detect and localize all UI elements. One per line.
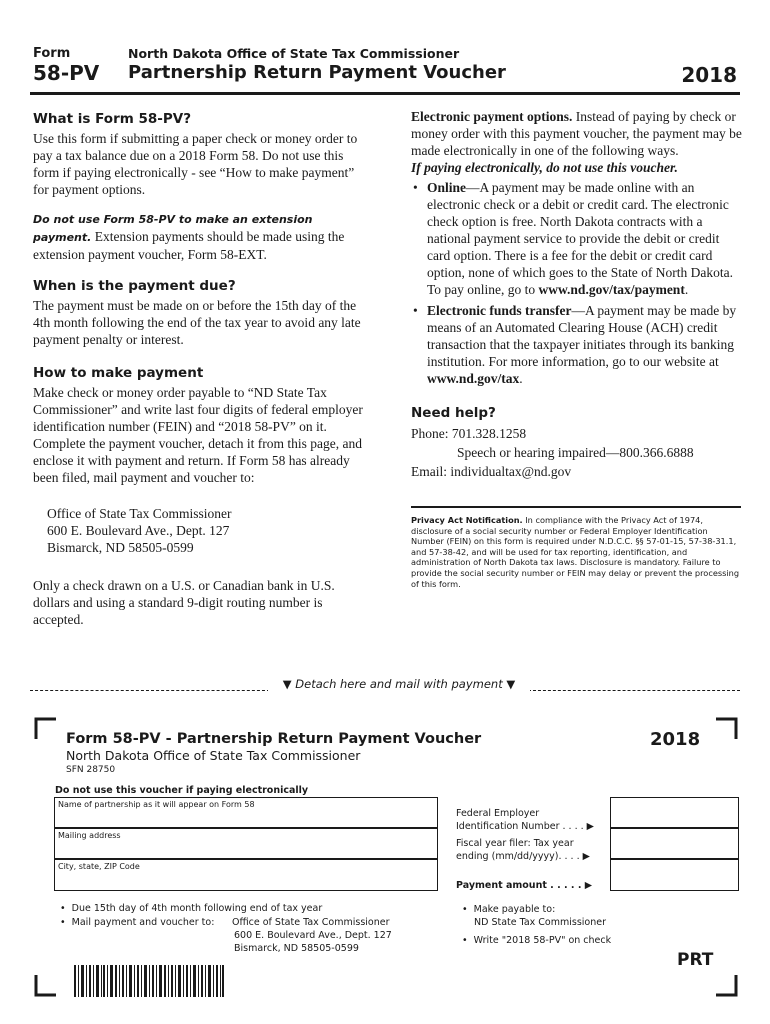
how-heading: How to make payment — [33, 365, 204, 381]
prt-mark: PRT — [677, 950, 714, 970]
write-note: • Write "2018 58-PV" on check — [462, 935, 612, 946]
online-label: Online — [427, 180, 467, 195]
payment-amount-label: Payment amount . . . . . ▶ — [456, 880, 593, 891]
header-divider — [30, 92, 740, 95]
help-heading: Need help? — [411, 405, 496, 421]
voucher-electronic-note: Do not use this voucher if paying electronically — [55, 785, 309, 796]
agency-name: North Dakota Office of State Tax Commissioner — [128, 46, 460, 61]
detach-dashed-line-left — [30, 690, 270, 691]
mailing-address-label: Mailing address — [58, 831, 121, 840]
when-heading: When is the payment due? — [33, 278, 236, 294]
tax-year: 2018 — [681, 63, 737, 87]
eft-bullet — [411, 302, 743, 387]
partnership-name-field[interactable] — [54, 797, 438, 828]
extension-warning — [33, 210, 363, 263]
fiscal-year-end-field[interactable] — [610, 828, 739, 859]
voucher-address-line: 600 E. Boulevard Ave., Dept. 127 — [234, 930, 392, 941]
address-line: Office of State Tax Commissioner — [47, 506, 232, 521]
eft-end: . — [519, 371, 523, 386]
fein-label-line: Identification Number . . . . ▶ — [456, 821, 594, 832]
address-line: 600 E. Boulevard Ave., Dept. 127 — [47, 523, 230, 538]
electronic-options-bold: Electronic payment options. — [411, 109, 573, 124]
voucher-mail-address — [232, 916, 392, 955]
due-note-text: Due 15th day of 4th month following end of tax year — [71, 903, 323, 914]
email-address[interactable]: individualtax@nd.gov — [450, 464, 572, 479]
corner-mark-bottom-right-icon — [716, 975, 738, 997]
online-bullet — [411, 179, 743, 298]
what-heading: What is Form 58-PV? — [33, 111, 192, 127]
fein-field[interactable] — [610, 797, 739, 828]
page-title: Partnership Return Payment Voucher — [128, 62, 506, 83]
corner-mark-top-right-icon — [716, 717, 738, 739]
city-state-zip-label: City, state, ZIP Code — [58, 862, 140, 871]
mail-note-text: Mail payment and voucher to: — [71, 917, 215, 928]
fiscal-year-label — [456, 837, 590, 863]
privacy-notice — [411, 515, 741, 589]
detach-dashed-line-right — [528, 690, 740, 691]
fein-label-line: Federal Employer — [456, 808, 540, 819]
corner-mark-bottom-left-icon — [34, 975, 56, 997]
email-label: Email: — [411, 464, 447, 479]
mail-note: • Mail payment and voucher to: — [60, 917, 215, 928]
phone-number[interactable]: 701.328.1258 — [451, 426, 527, 441]
eft-url[interactable]: www.nd.gov/tax — [427, 371, 520, 386]
eft-label: Electronic funds transfer — [427, 303, 572, 318]
speech-hearing-line: Speech or hearing impaired—800.366.6888 — [457, 445, 694, 460]
fein-label — [456, 807, 594, 833]
online-end: . — [684, 282, 689, 297]
write-note-text: Write "2018 58-PV" on check — [473, 935, 612, 946]
check-note: Only a check drawn on a U.S. or Canadian bank in U.S. dollars and using a standard 9-digit routing number is accepted. — [33, 578, 335, 627]
form-label: Form — [33, 46, 71, 61]
voucher-year: 2018 — [650, 729, 701, 750]
how-text: Make check or money order payable to “ND State Tax Commissioner” and write last four digits of federal employer identification number (FEIN) and “2018 58-PV” on it. Complete the payment voucher, detach it from this page, and enclose it with payment and return. If Form 58 has already been filed, mail payment and voucher to: — [33, 385, 363, 485]
when-text: The payment must be made on or before the 15th day of the 4th month following the end of the tax year to avoid any late payment penalty or interest. — [33, 298, 361, 347]
electronic-options-text: Instead of paying by check or money order with this payment voucher, the payment may be made electronically in one of the following ways. — [411, 109, 742, 158]
fiscal-year-label-line: ending (mm/dd/yyyy). . . . ▶ — [456, 851, 590, 862]
city-state-zip-field[interactable] — [54, 859, 438, 891]
barcode-icon — [74, 965, 224, 997]
voucher-address-line: Bismarck, ND 58505-0599 — [234, 943, 359, 954]
online-text: —A payment may be made online with an electronic check or a debit or credit card. The electronic check option is free. North Dakota contracts with a national payment service to provide the debit or credit card option. There is a fee for the debit or credit card option, none of which goes to the State of North Dakota. To pay online, go to — [427, 180, 733, 297]
privacy-divider — [411, 506, 741, 508]
partnership-name-label: Name of partnership as it will appear on Form 58 — [58, 800, 255, 809]
payable-label: Make payable to: — [473, 904, 556, 915]
triangle-down-icon: ▼ — [282, 677, 292, 691]
payment-amount-field[interactable] — [610, 859, 739, 891]
phone-row — [411, 424, 743, 443]
online-url[interactable]: www.nd.gov/tax/payment — [538, 282, 685, 297]
voucher-agency: North Dakota Office of State Tax Commissioner — [66, 748, 361, 763]
detach-label: Detach here and mail with payment — [295, 677, 503, 691]
privacy-notice-text: In compliance with the Privacy Act of 1974, disclosure of a social security number or Federal Employer Identification Number (FEIN) on this form is required under N.D.C.C. §§ 57-01-15, 57-38-31.1, and 57-38-42, and will be used for tax reporting, identification, and administration of North Dakota tax laws. Disclosure is mandatory. Failure to provide the social security number or FEIN may delay or prevent the processing of this form. — [411, 515, 740, 589]
payable-note: • Make payable to: ND State Tax Commissioner — [462, 904, 607, 928]
what-text: Use this form if submitting a paper check or money order to pay a tax balance due on a 2018 Form 58. Do not use this form if paying electronically - see “How to make payment” for payment options. — [33, 131, 358, 197]
form-number: 58-PV — [33, 61, 100, 85]
privacy-notice-bold: Privacy Act Notification. — [411, 515, 523, 525]
extension-warning-bold: Do not use Form 58-PV to make an extension payment. — [33, 213, 313, 244]
address-line: Bismarck, ND 58505-0599 — [47, 540, 194, 555]
voucher-address-line: Office of State Tax Commissioner — [232, 917, 390, 928]
fiscal-year-label-line: Fiscal year filer: Tax year — [456, 838, 574, 849]
contact-info — [411, 424, 743, 481]
electronic-options — [411, 108, 743, 176]
mailing-address — [33, 505, 363, 556]
detach-instruction — [268, 677, 530, 691]
triangle-down-icon: ▼ — [506, 677, 516, 691]
mailing-address-field[interactable] — [54, 828, 438, 859]
eft-text: —A payment may be made by means of an Automated Clearing House (ACH) credit transaction that the taxpayer initiates through its banking institution. For more information, go to our website at — [427, 303, 737, 369]
voucher-title: Form 58-PV - Partnership Return Payment Voucher — [66, 731, 482, 747]
extension-warning-text: Extension payments should be made using the extension payment voucher, Form 58-EXT. — [33, 229, 345, 262]
payable-to: ND State Tax Commissioner — [474, 917, 607, 928]
email-row — [411, 462, 743, 481]
corner-mark-top-left-icon — [34, 717, 56, 739]
phone-label: Phone: — [411, 426, 449, 441]
instructions-left-column — [33, 108, 363, 628]
voucher-sfn: SFN 28750 — [66, 765, 116, 775]
electronic-options-italic: If paying electronically, do not use this voucher. — [411, 160, 678, 175]
instructions-right-column — [411, 108, 743, 481]
due-note: • Due 15th day of 4th month following end of tax year — [60, 903, 323, 914]
